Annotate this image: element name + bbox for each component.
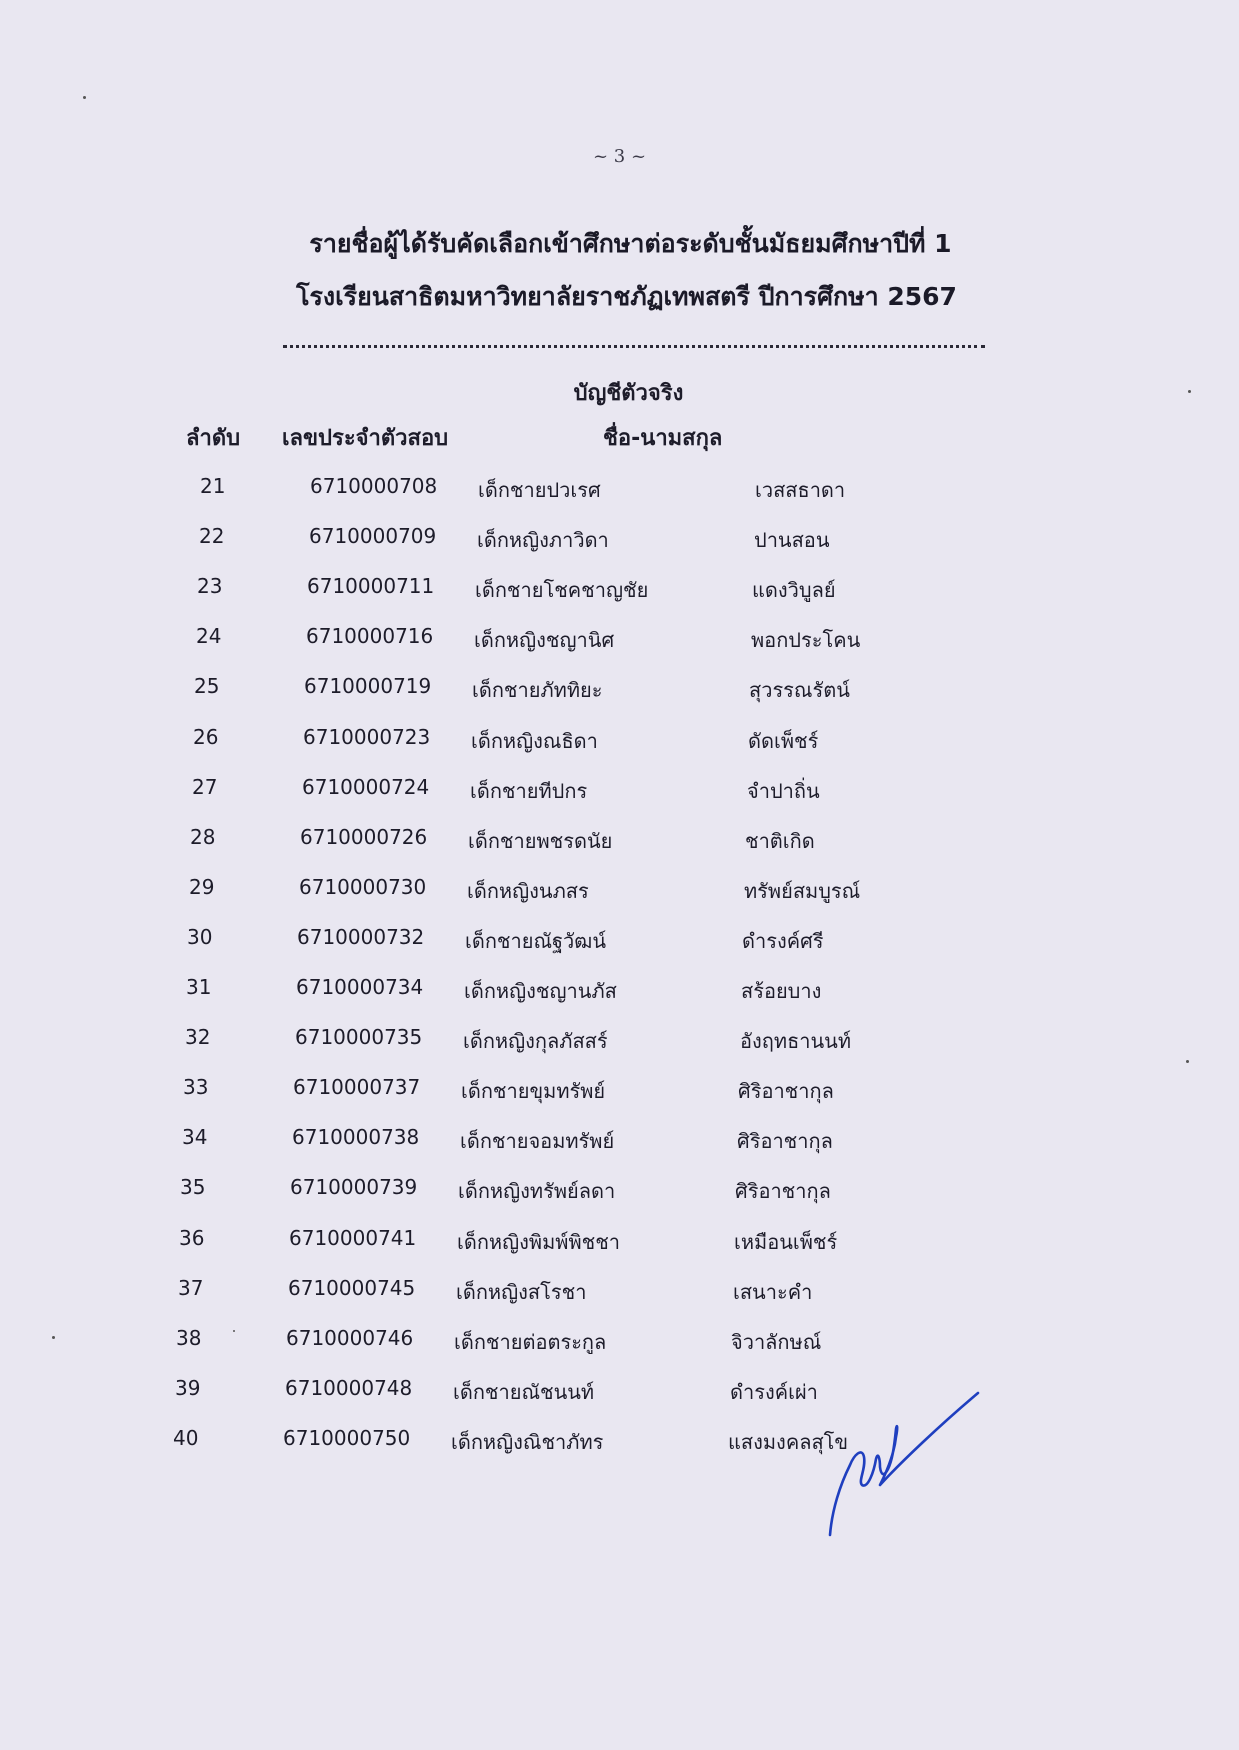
row-number: 35	[180, 1175, 206, 1200]
table-row	[0, 1175, 1239, 1215]
row-number: 34	[182, 1125, 208, 1150]
page-number: ~ 3 ~	[592, 146, 647, 167]
student-first-name: เด็กหญิงชญานิศ	[474, 628, 615, 653]
student-first-name: เด็กชายพชรดนัย	[468, 828, 613, 853]
student-last-name: ศิริอาชากุล	[735, 1179, 831, 1204]
table-row	[0, 474, 1239, 514]
student-last-name: ชาติเกิด	[745, 828, 815, 853]
handwritten-signature	[810, 1385, 990, 1545]
student-last-name: สุวรรณรัตน์	[749, 678, 850, 703]
column-header-order: ลำดับ	[186, 426, 241, 451]
student-last-name: พอกประโคน	[751, 628, 861, 653]
row-number: 25	[194, 674, 220, 699]
row-number: 37	[178, 1275, 204, 1300]
row-number: 28	[190, 824, 216, 849]
list-subtitle: บัญชีตัวจริง	[573, 381, 684, 406]
exam-id: 6710000737	[293, 1075, 421, 1100]
exam-id: 6710000734	[296, 975, 424, 999]
exam-id: 6710000716	[306, 624, 434, 649]
paper-speck	[52, 1336, 55, 1339]
student-last-name: แดงวิบูลย์	[752, 578, 836, 603]
exam-id: 6710000750	[283, 1425, 411, 1450]
student-first-name: เด็กชายโชคชาญชัย	[475, 578, 649, 603]
student-last-name: เวสสธาดา	[755, 478, 846, 502]
table-row	[0, 875, 1239, 915]
table-row	[0, 574, 1239, 614]
exam-id: 6710000739	[290, 1175, 418, 1200]
exam-id: 6710000724	[302, 774, 430, 799]
student-last-name: เสนาะคำ	[733, 1279, 813, 1304]
student-first-name: เด็กชายปวเรศ	[478, 478, 601, 502]
exam-id: 6710000738	[292, 1125, 420, 1150]
column-header-name: ชื่อ-นามสกุล	[603, 426, 723, 451]
table-row	[0, 1226, 1239, 1266]
row-number: 26	[193, 724, 219, 749]
row-number: 23	[197, 574, 223, 599]
student-last-name: ดัดเพ็ชร์	[748, 728, 819, 753]
row-number: 30	[187, 924, 213, 949]
row-number: 33	[183, 1075, 209, 1100]
student-first-name: เด็กชายทีปกร	[470, 778, 588, 803]
student-last-name: เหมือนเพ็ชร์	[734, 1229, 838, 1254]
row-number: 24	[196, 624, 222, 649]
row-number: 38	[176, 1325, 202, 1350]
column-header-exam-id: เลขประจำตัวสอบ	[282, 426, 449, 451]
student-first-name: เด็กหญิงทรัพย์ลดา	[458, 1179, 616, 1204]
table-row	[0, 775, 1239, 815]
student-first-name: เด็กชายต่อตระกูล	[454, 1329, 607, 1354]
exam-id: 6710000745	[288, 1275, 416, 1300]
row-number: 32	[185, 1025, 211, 1050]
student-last-name: ปานสอน	[754, 528, 830, 553]
row-number: 36	[179, 1225, 205, 1250]
exam-id: 6710000726	[300, 824, 428, 849]
table-row	[0, 1025, 1239, 1065]
student-first-name: เด็กหญิงสโรชา	[456, 1279, 587, 1304]
row-number: 22	[199, 524, 225, 549]
document-title-line-2: โรงเรียนสาธิตมหาวิทยาลัยราชภัฏเทพสตรี ปีการศึกษา 2567	[296, 282, 957, 311]
table-row	[0, 725, 1239, 765]
student-first-name: เด็กชายณัฐวัฒน์	[465, 928, 607, 953]
table-row	[0, 1326, 1239, 1366]
row-number: 21	[200, 474, 226, 498]
exam-id: 6710000723	[303, 724, 431, 749]
exam-id: 6710000719	[304, 674, 432, 699]
paper-speck	[1188, 390, 1191, 393]
table-row	[0, 1376, 1239, 1416]
student-last-name: ดำรงค์เผ่า	[730, 1379, 818, 1404]
table-row	[0, 1125, 1239, 1165]
student-first-name: เด็กหญิงณธิดา	[471, 728, 598, 753]
student-last-name: ศิริอาชากุล	[738, 1079, 834, 1104]
paper-speck	[83, 96, 86, 99]
row-number: 40	[173, 1425, 199, 1450]
row-number: 27	[192, 774, 218, 799]
exam-id: 6710000748	[285, 1375, 413, 1400]
table-row	[0, 524, 1239, 564]
exam-id: 6710000730	[299, 874, 427, 899]
table-row	[0, 1075, 1239, 1115]
exam-id: 6710000708	[310, 474, 438, 498]
row-number: 39	[175, 1375, 201, 1400]
student-first-name: เด็กหญิงภาวิดา	[477, 528, 609, 553]
student-first-name: เด็กหญิงพิมพ์พิชชา	[457, 1229, 621, 1254]
table-row	[0, 624, 1239, 664]
student-last-name: ดำรงค์ศรี	[742, 928, 824, 953]
student-last-name: อังฤทธานนท์	[740, 1029, 852, 1054]
student-first-name: เด็กหญิงณิชาภัทร	[451, 1429, 604, 1454]
table-row	[0, 674, 1239, 714]
exam-id: 6710000709	[309, 524, 437, 549]
exam-id: 6710000732	[297, 924, 425, 949]
table-row	[0, 825, 1239, 865]
table-row	[0, 925, 1239, 965]
row-number: 31	[186, 975, 212, 999]
paper-speck	[1186, 1060, 1189, 1063]
exam-id: 6710000746	[286, 1325, 414, 1350]
student-last-name: จิวาลักษณ์	[731, 1329, 822, 1354]
exam-id: 6710000711	[307, 574, 435, 599]
student-last-name: สร้อยบาง	[741, 979, 822, 1003]
student-first-name: เด็กชายขุมทรัพย์	[461, 1079, 606, 1104]
document-title-line-1: รายชื่อผู้ได้รับคัดเลือกเข้าศึกษาต่อระดับชั้นมัธยมศึกษาปีที่ 1	[309, 229, 952, 258]
table-row	[0, 1426, 1239, 1466]
table-row	[0, 975, 1239, 1015]
student-first-name: เด็กชายภัททิยะ	[472, 678, 603, 703]
student-first-name: เด็กชายณัชนนท์	[453, 1379, 595, 1404]
student-last-name: ทรัพย์สมบูรณ์	[744, 878, 861, 903]
student-first-name: เด็กหญิงชญานภัส	[464, 979, 617, 1003]
row-number: 29	[189, 874, 215, 899]
student-last-name: ศิริอาชากุล	[737, 1129, 833, 1154]
student-first-name: เด็กหญิงนภสร	[467, 878, 589, 903]
exam-id: 6710000735	[295, 1025, 423, 1050]
table-row	[0, 1276, 1239, 1316]
exam-id: 6710000741	[289, 1225, 417, 1250]
paper-speck	[233, 1330, 235, 1332]
student-last-name: จำปาถิ่น	[747, 778, 820, 803]
student-first-name: เด็กหญิงกุลภัสสร์	[463, 1029, 608, 1054]
student-first-name: เด็กชายจอมทรัพย์	[460, 1129, 615, 1154]
student-last-name: แสงมงคลสุโข	[728, 1429, 849, 1454]
